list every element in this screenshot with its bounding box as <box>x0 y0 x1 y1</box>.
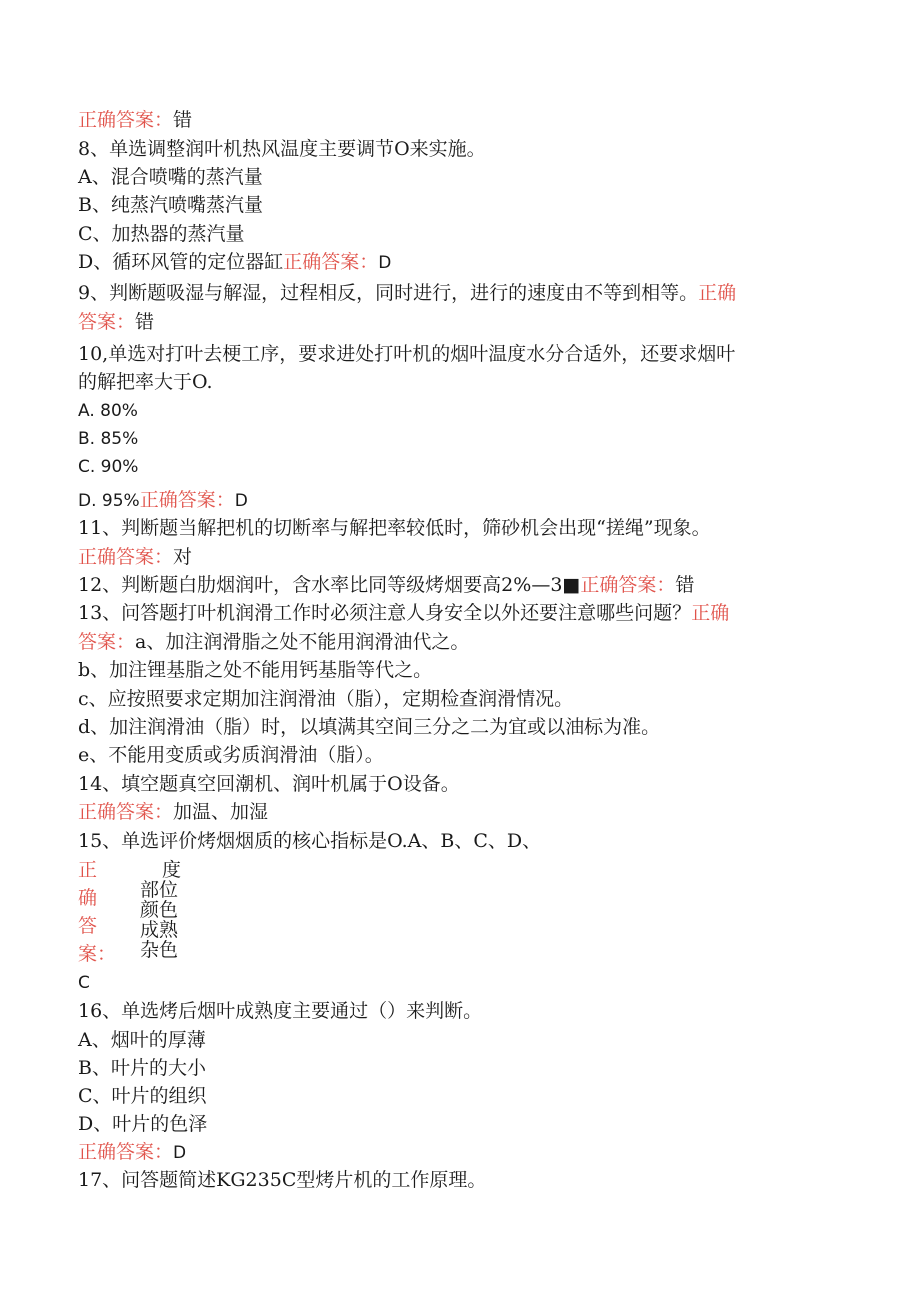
question-10: 10,单选对打叶去梗工序，要求进处打叶机的烟叶温度水分合适外，还要求烟叶 <box>78 343 736 365</box>
answer-label-part1: 正确 <box>691 602 730 624</box>
option-c: C. 90% <box>78 457 139 477</box>
question-8: 8、单选调整润叶机热风温度主要调节O来实施。 <box>78 138 486 160</box>
q15-option: 度 <box>162 859 182 881</box>
q15-option: 部位 <box>140 879 179 901</box>
option-c: C、叶片的组织 <box>78 1085 207 1107</box>
answer-item-c: c、应按照要求定期加注润滑油（脂），定期检查润滑情况。 <box>78 688 574 710</box>
answer-label: 正确答案： <box>139 489 235 511</box>
vertical-char: 答 <box>78 915 98 937</box>
option-b: B、纯蒸汽喷嘴蒸汽量 <box>78 194 263 216</box>
answer-line <box>78 308 154 336</box>
question-14: 14、填空题真空回潮机、润叶机属于O设备。 <box>78 773 460 795</box>
vertical-char: 正 <box>78 859 98 881</box>
q15-option: 颜色 <box>140 899 179 921</box>
answer-value: a、加注润滑脂之处不能用润滑油代之。 <box>135 631 470 653</box>
answer-value: D <box>378 253 392 273</box>
option-a: A、烟叶的厚薄 <box>78 1029 206 1051</box>
option-c: C、加热器的蒸汽量 <box>78 223 245 245</box>
option-d-with-answer <box>78 248 391 276</box>
vertical-answer-label <box>78 856 117 968</box>
q15-option-list <box>140 860 181 960</box>
answer-label: 正确答案： <box>580 574 676 596</box>
option-a: A、混合喷嘴的蒸汽量 <box>78 166 263 188</box>
question-17: 17、问答题简述KG235C型烤片机的工作原理。 <box>78 1169 487 1191</box>
answer-line <box>78 628 469 656</box>
question-16: 16、单选烤后烟叶成熟度主要通过（）来判断。 <box>78 1000 483 1022</box>
answer-label-part2: 答案： <box>78 631 136 653</box>
answer-value: 错 <box>173 109 193 131</box>
answer-label: 正确答案： <box>78 801 174 823</box>
answer-value: 对 <box>173 546 193 568</box>
answer-value: C <box>78 973 90 993</box>
question-11: 11、判断题当解把机的切断率与解把率较低时，筛砂机会出现“搓绳”现象。 <box>78 517 711 539</box>
answer-value: 加温、加湿 <box>173 801 269 823</box>
answer-line <box>78 1138 186 1166</box>
answer-value: 错 <box>675 574 695 596</box>
answer-line <box>78 106 192 134</box>
question-text: 9、判断题吸湿与解湿，过程相反，同时进行，进行的速度由不等到相等。 <box>78 282 699 304</box>
answer-label-part1: 正确 <box>698 282 737 304</box>
answer-label: 正确答案： <box>283 251 379 273</box>
option-d: D、叶片的色泽 <box>78 1113 208 1135</box>
q15-option: 杂色 <box>140 939 179 961</box>
vertical-char: 案： <box>78 943 117 965</box>
question-12 <box>78 571 694 599</box>
answer-item-e: e、不能用变质或劣质润滑油（脂）。 <box>78 744 384 766</box>
question-9 <box>78 279 736 307</box>
option-text: D. 95% <box>78 491 140 511</box>
vertical-char: 确 <box>78 887 98 909</box>
question-text: 12、判断题白肋烟润叶，含水率比同等级烤烟要高2%—3■ <box>78 574 581 596</box>
answer-label-part2: 答案： <box>78 311 136 333</box>
answer-label: 正确答案： <box>78 109 174 131</box>
option-d-with-answer <box>78 486 248 514</box>
option-a: A. 80% <box>78 401 138 421</box>
option-text: D、循环风管的定位器缸 <box>78 251 284 273</box>
answer-line <box>78 543 192 571</box>
answer-item-d: d、加注润滑油（脂）时，以填满其空间三分之二为宜或以油标为准。 <box>78 716 661 738</box>
question-13 <box>78 599 729 627</box>
answer-item-b: b、加注锂基脂之处不能用钙基脂等代之。 <box>78 659 433 681</box>
answer-label: 正确答案： <box>78 546 174 568</box>
question-10-cont: 的解把率大于O. <box>78 371 213 393</box>
question-text: 13、问答题打叶机润滑工作时必须注意人身安全以外还要注意哪些问题？ <box>78 602 692 624</box>
option-b: B、叶片的大小 <box>78 1057 206 1079</box>
option-b: B. 85% <box>78 429 139 449</box>
answer-value: 错 <box>135 311 155 333</box>
q15-option: 成熟 <box>140 919 179 941</box>
answer-value: D <box>173 1143 187 1163</box>
question-15: 15、单选评价烤烟烟质的核心指标是O.A、B、C、D、 <box>78 830 542 852</box>
answer-label: 正确答案： <box>78 1141 174 1163</box>
answer-value: D <box>234 491 248 511</box>
answer-line <box>78 798 268 826</box>
